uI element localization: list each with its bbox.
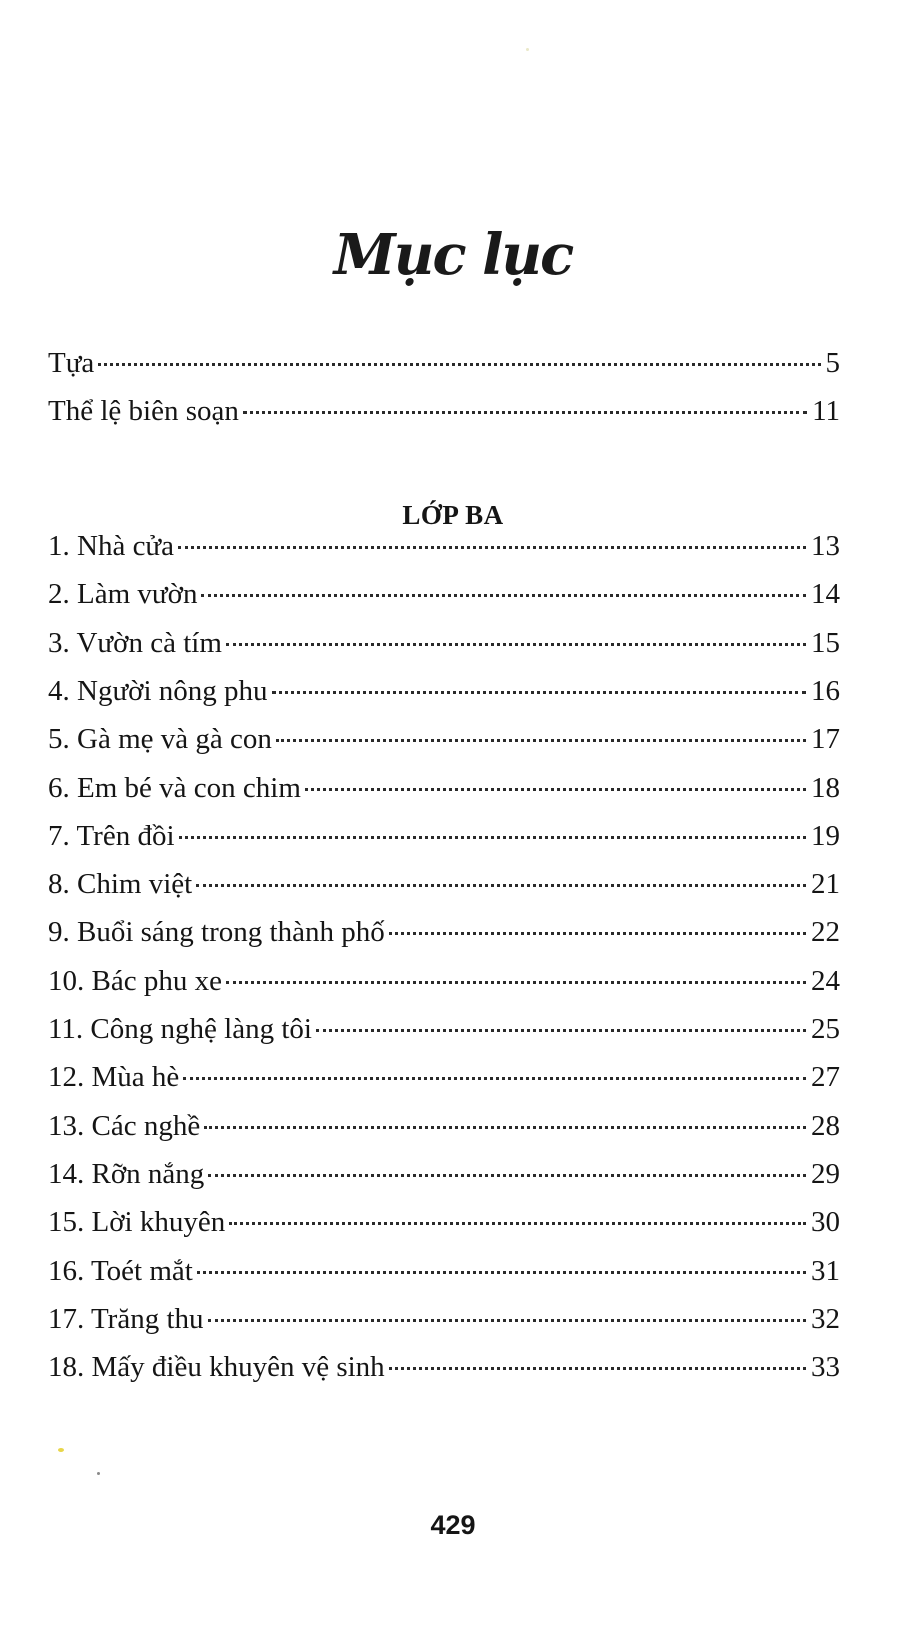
dot-leader: [229, 1222, 806, 1225]
toc-entry[interactable]: [48, 769, 840, 807]
dot-leader: [208, 1174, 806, 1177]
toc-entry-label: 1. Nhà cửa: [48, 530, 175, 562]
toc-entry[interactable]: [48, 865, 840, 903]
dot-leader: [226, 981, 806, 984]
dot-leader: [178, 546, 806, 549]
toc-entry-page: 14: [811, 578, 840, 610]
dot-leader: [179, 836, 806, 839]
dot-leader: [243, 411, 807, 414]
toc-entry-page: 29: [811, 1158, 840, 1190]
toc-entry[interactable]: [48, 817, 840, 855]
dot-leader: [183, 1077, 806, 1080]
toc-entry-page: 24: [811, 965, 840, 997]
toc-entry[interactable]: [48, 913, 840, 951]
toc-entry-page: 13: [811, 530, 840, 562]
section-heading: LỚP BA: [402, 500, 504, 530]
toc-entry-label: 16. Toét mắt: [48, 1255, 193, 1287]
toc-entry-label: 12. Mùa hè: [48, 1061, 180, 1093]
toc-entry[interactable]: [48, 624, 840, 662]
toc-entry-label: 15. Lời khuyên: [48, 1206, 226, 1238]
dot-leader: [276, 739, 806, 742]
toc-entry-page: 30: [811, 1206, 840, 1238]
toc-entry-label: 10. Bác phu xe: [48, 965, 222, 997]
toc-entry-label: Thể lệ biên soạn: [48, 395, 239, 427]
dot-leader: [389, 1367, 806, 1370]
toc-entry-page: 25: [811, 1013, 840, 1045]
dot-leader: [98, 363, 820, 366]
toc-entry-label: 8. Chim việt: [48, 868, 193, 900]
toc-entry-label: 18. Mấy điều khuyên vệ sinh: [48, 1351, 385, 1383]
toc-entry-page: 16: [811, 675, 840, 707]
toc-entry-page: 21: [811, 868, 840, 900]
toc-entry-editorial-rules[interactable]: [48, 392, 840, 430]
toc-entry-label: 7. Trên đồi: [48, 820, 175, 852]
toc-entry-page: 22: [811, 916, 840, 948]
toc-entry-page: 19: [811, 820, 840, 852]
toc-entry-label: 5. Gà mẹ và gà con: [48, 723, 272, 755]
dot-leader: [305, 788, 806, 791]
toc-entry-page: 31: [811, 1255, 840, 1287]
toc-entry-label: 3. Vườn cà tím: [48, 627, 222, 659]
toc-entry-page: 5: [825, 347, 840, 379]
toc-entry-page: 11: [812, 395, 840, 427]
dot-leader: [272, 691, 806, 694]
toc-entry-label: 9. Buổi sáng trong thành phố: [48, 916, 385, 948]
dot-leader: [197, 1271, 806, 1274]
toc-entry[interactable]: [48, 1252, 840, 1290]
dot-leader: [196, 884, 806, 887]
dot-leader: [389, 932, 806, 935]
toc-entry-label: 17. Trăng thu: [48, 1303, 204, 1335]
dot-leader: [201, 594, 806, 597]
toc-entry-preface[interactable]: [48, 344, 840, 382]
toc-entry[interactable]: [48, 1010, 840, 1048]
toc-entry-page: 28: [811, 1110, 840, 1142]
scan-speck: [526, 48, 529, 51]
toc-entry[interactable]: [48, 720, 840, 758]
toc-entry-page: 17: [811, 723, 840, 755]
toc-entry[interactable]: [48, 575, 840, 613]
scan-speck: [58, 1448, 64, 1452]
toc-entry-label: Tựa: [48, 347, 95, 379]
toc-entry[interactable]: [48, 527, 840, 565]
toc-entry-page: 18: [811, 772, 840, 804]
toc-entry-label: 14. Rỡn nắng: [48, 1158, 205, 1190]
toc-entry[interactable]: [48, 1348, 840, 1386]
dot-leader: [204, 1126, 806, 1129]
toc-entry-label: 2. Làm vườn: [48, 578, 198, 610]
toc-entry-page: 27: [811, 1061, 840, 1093]
dot-leader: [208, 1319, 806, 1322]
dot-leader: [316, 1029, 806, 1032]
page-number: 429: [430, 1510, 476, 1540]
toc-entry[interactable]: [48, 1107, 840, 1145]
toc-entry-page: 33: [811, 1351, 840, 1383]
toc-entry-label: 4. Người nông phu: [48, 675, 268, 707]
toc-entry[interactable]: [48, 1155, 840, 1193]
toc-entry-label: 11. Công nghệ làng tôi: [48, 1013, 312, 1045]
toc-entry[interactable]: [48, 1203, 840, 1241]
toc-entry[interactable]: [48, 962, 840, 1000]
page-title: Mục lục: [333, 222, 573, 288]
toc-entry-label: 13. Các nghề: [48, 1110, 201, 1142]
dot-leader: [226, 643, 806, 646]
toc-entry[interactable]: [48, 672, 840, 710]
toc-entry[interactable]: [48, 1058, 840, 1096]
toc-entry[interactable]: [48, 1300, 840, 1338]
toc-entry-page: 15: [811, 627, 840, 659]
toc-entry-label: 6. Em bé và con chim: [48, 772, 301, 804]
toc-entry-page: 32: [811, 1303, 840, 1335]
scan-speck: [97, 1472, 100, 1475]
